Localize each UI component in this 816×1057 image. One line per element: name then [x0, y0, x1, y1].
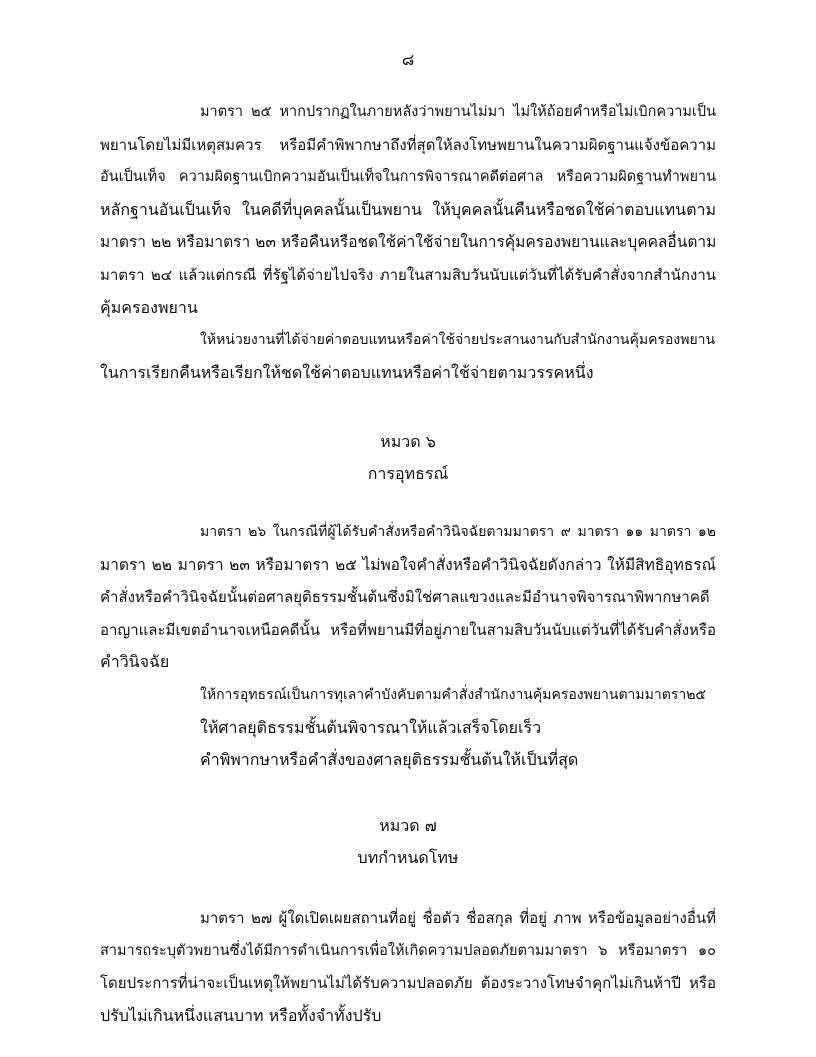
text-line: คำวินิจฉัย — [100, 652, 170, 672]
chapter-6-heading — [0, 426, 816, 490]
text-line: มาตรา ๒๗ ผู้ใดเปิดเผยสถานที่อยู่ ชื่อตัว ชื่อสกุล ที่อยู่ ภาพ หรือข้อมูลอย่างอื่นที่ — [200, 909, 716, 927]
paragraph — [100, 96, 716, 324]
paragraph — [100, 744, 716, 777]
section-27 — [100, 902, 716, 1032]
text-line: คำสั่งหรือคำวินิจฉัยนั้นต่อศาลยุติธรรมชั้นต้นซึ่งมิใช่ศาลแขวงและมีอำนาจพิจารณาพิพากษาคดี — [100, 588, 710, 607]
text-line: ให้ศาลยุติธรรมชั้นต้นพิจารณาให้แล้วเสร็จโดยเร็ว — [200, 717, 542, 737]
text-line: มาตรา ๒๒ มาตรา ๒๓ หรือมาตรา ๒๕ ไม่พอใจคำสั่งหรือคำวินิจฉัยดังกล่าว ให้มีสิทธิอุทธรณ์ — [100, 555, 716, 574]
text-line: มาตรา ๒๒ หรือมาตรา ๒๓ หรือคืนหรือชดใช้ค่าใช้จ่ายในการคุ้มครองพยานและบุคคลอื่นตาม — [100, 233, 717, 252]
paragraph — [100, 324, 716, 389]
text-line: มาตรา ๒๖ ในกรณีที่ผู้ได้รับคำสั่งหรือคำวินิจฉัยตามมาตรา ๙ มาตรา ๑๑ มาตรา ๑๒ — [200, 524, 716, 540]
chapter-number: หมวด ๖ — [380, 432, 436, 451]
paragraph — [100, 902, 716, 1032]
text-line: อาญาและมีเขตอำนาจเหนือคดีนั้น หรือที่พยานมีที่อยู่ภายในสามสิบวันนับแต่วันที่ได้รับคำสั่งหรือ — [100, 620, 716, 639]
text-line: ปรับไม่เกินหนึ่งแสนบาท หรือทั้งจำทั้งปรับ — [100, 1005, 382, 1025]
text-line: อันเป็นเท็จ ความผิดฐานเบิกความอันเป็นเท็จในการพิจารณาคดีต่อศาล หรือความผิดฐานทำพยาน — [100, 169, 716, 186]
text-line: ให้การอุทธรณ์เป็นการทุเลาคำบังคับตามคำสั่งสำนักงานคุ้มครองพยานตามมาตรา๒๕ — [200, 686, 707, 703]
text-line: คำพิพากษาหรือคำสั่งของศาลยุติธรรมชั้นต้นให้เป็นที่สุด — [200, 750, 579, 770]
section-26 — [100, 516, 716, 777]
text-line: มาตรา ๒๔ แล้วแต่กรณี ที่รัฐได้จ่ายไปจริง ภายในสามสิบวันนับแต่วันที่ได้รับคำสั่งจากสำนักงาน — [100, 265, 716, 284]
text-line: คุ้มครองพยาน — [100, 297, 198, 317]
paragraph — [100, 712, 716, 745]
text-line: หลักฐานอันเป็นเท็จ ในคดีที่บุคคลนั้นเป็นพยาน ให้บุคคลนั้นคืนหรือชดใช้ค่าตอบแทนตาม — [100, 199, 716, 219]
page-number: ๘ — [401, 50, 415, 69]
text-line: มาตรา ๒๕ หากปรากฏในภายหลังว่าพยานไม่มา ไม่ให้ถ้อยคำหรือไม่เบิกความเป็น — [200, 104, 716, 120]
text-line: พยานโดยไม่มีเหตุสมควร หรือมีคำพิพากษาถึงที่สุดให้ลงโทษพยานในความผิดฐานแจ้งข้อความ — [100, 135, 716, 154]
chapter-7-heading — [0, 810, 816, 874]
text-line: สามารถระบุตัวพยานซึ่งได้มีการดำเนินการเพื่อให้เกิดความปลอดภัยตามมาตรา ๖ หรือมาตรา ๑๐ — [100, 942, 716, 959]
section-25 — [100, 96, 716, 389]
chapter-title: บทกำหนดโทษ — [357, 848, 459, 867]
text-line: ในการเรียกคืนหรือเรียกให้ชดใช้ค่าตอบแทนหรือค่าใช้จ่ายตามวรรคหนึ่ง — [100, 362, 594, 382]
chapter-number: หมวด ๗ — [379, 816, 437, 835]
text-line: โดยประการที่น่าจะเป็นเหตุให้พยานไม่ได้รับความปลอดภัย ต้องระวางโทษจำคุกไม่เกินห้าปี หรือ — [100, 974, 716, 993]
text-line: ให้หน่วยงานที่ได้จ่ายค่าตอบแทนหรือค่าใช้จ่ายประสานงานกับสำนักงานคุ้มครองพยาน — [200, 332, 716, 349]
paragraph — [100, 516, 716, 679]
chapter-title: การอุทธรณ์ — [367, 464, 449, 483]
paragraph — [100, 679, 716, 712]
